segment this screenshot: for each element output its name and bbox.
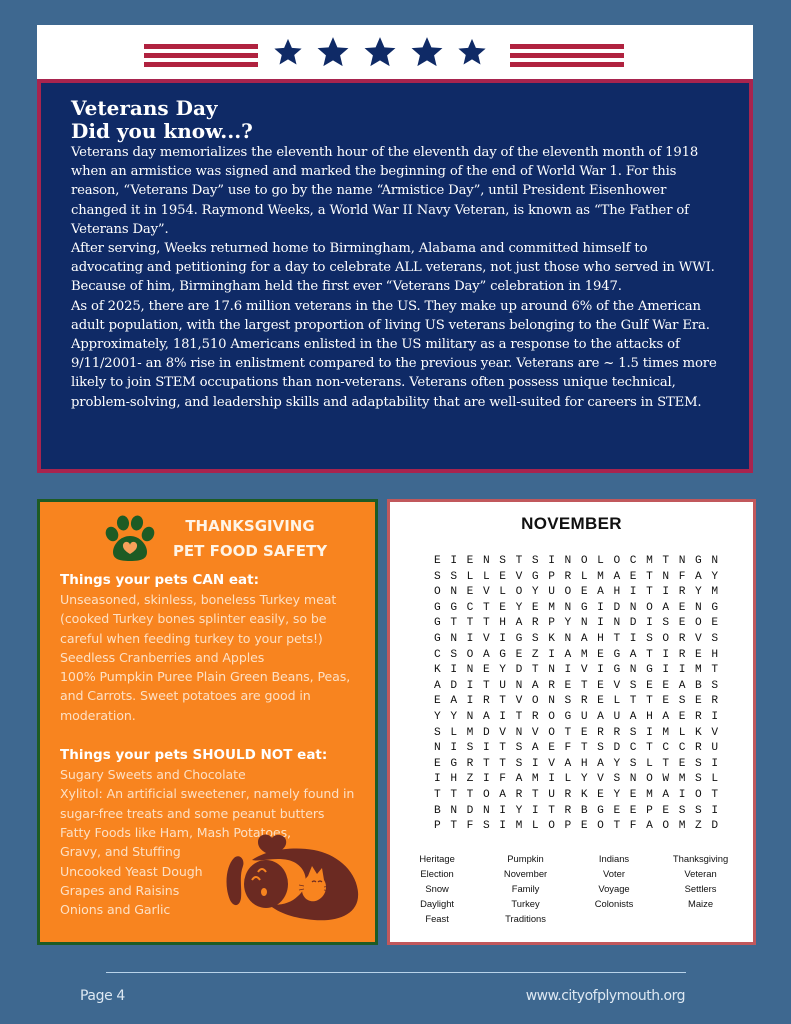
veterans-title-line1: Veterans Day [71,96,218,120]
should-not-eat-item: Fatty Foods like Ham, Mash Potatoes, Gravy, and Stuffing [60,824,291,860]
word-list-item: Maize [688,898,714,909]
word-search-row[interactable]: SLMDVNVOTERRSIMLKV [434,726,728,739]
word-list-item: Thanksgiving [672,853,729,864]
word-list-column [651,851,750,926]
word-list [400,851,750,926]
pet-food-safety-panel [37,499,378,945]
paw-heart-icon [103,514,155,562]
star-icon [363,35,397,69]
word-search-row[interactable]: CSOAGEZIAMEGATIREH [434,648,728,661]
word-search-row[interactable]: GGCTEYEMNGIDNOAENG [434,601,728,614]
can-eat-item: Unseasoned, skinless, boneless Turkey meat (cooked Turkey bones splinter easily, so be careful when feeding turkey to your pets!) [60,592,337,646]
word-search-row[interactable]: KINEYDTNIVIGNGIIMT [434,664,728,677]
word-list-item: Election [420,868,454,879]
word-list-column [474,851,577,926]
word-list-item: Voter [603,868,625,879]
word-search-row[interactable]: EGRTTSIVAHAYSLTESI [434,757,728,770]
word-list-item: Traditions [505,913,546,924]
word-list-item: Pumpkin [507,853,544,864]
dog-and-cat-illustration [222,832,362,922]
veterans-day-panel [37,79,753,473]
word-list-item: Settlers [684,883,717,894]
word-list-item: Turkey [511,898,540,909]
star-icon [316,35,350,69]
page-number: Page 4 [80,988,125,1004]
stripes-right-decoration [510,44,624,67]
word-list-item: Daylight [420,898,455,909]
should-not-eat-heading: Things your pets SHOULD NOT eat: [60,747,328,764]
veterans-paragraph: Veterans day memorializes the eleventh hour of the eleventh day of the eleventh month of 1918 when an armistice was signed and marked the beginning of the end of World War 1. For this reason, “Veterans Day” use to go by the name “Armistice Day”, until President Eisenhower changed it in 1954. Raymond Weeks, a World War II Navy Veteran, is known as “The Father of Veterans Day”. [71,145,699,237]
word-search-row[interactable]: IHZIFAMILYVSNOWMSL [434,773,728,786]
word-search-row[interactable]: GTTTHARPYNINDISEOE [434,617,728,630]
word-search-row[interactable]: TTTOARTURKEYEMAIOT [434,788,728,801]
should-not-eat-item: Xylitol: An artificial sweetener, namely found in sugar-free treats and some peanut butters [60,786,355,821]
footer-divider [106,972,686,973]
star-icon [410,35,444,69]
word-search-row[interactable]: SSLLEVGPRLMAETNFAY [434,570,728,583]
word-search-row[interactable]: YYNAITROGUAUAHAERI [434,710,728,723]
word-search-row[interactable]: NISITSAEFTSDCTCCRU [434,742,728,755]
can-eat-heading: Things your pets CAN eat: [60,572,259,588]
should-not-eat-item: Onions and Garlic [60,902,171,918]
word-search-row[interactable]: ADITUNARETEVSEEABS [434,679,728,692]
veterans-title [71,97,719,143]
word-list-item: Snow [425,883,449,894]
star-icon [273,37,303,67]
word-search-row[interactable]: ONEVLOYUOEAHITIRYM [434,586,728,599]
should-not-eat-item: Uncooked Yeast Dough [60,863,203,879]
word-search-title: NOVEMBER [521,514,622,533]
word-list-column [400,851,474,926]
word-list-item: November [503,868,548,879]
word-list-item: Colonists [594,898,634,909]
word-search-panel [387,499,756,945]
can-eat-item: 100% Pumpkin Puree Plain Green Beans, Peas, and Carrots. Sweet potatoes are good in moderation. [60,669,351,723]
word-list-item: Feast [425,913,449,924]
header-banner [37,25,753,79]
veterans-title-line2: Did you know...? [71,119,253,143]
word-list-item: Indians [598,853,630,864]
word-list-item: Heritage [419,853,455,864]
word-search-row[interactable]: PTFSIMLOPEOTFAOMZD [434,820,728,833]
stripes-left-decoration [144,44,258,67]
word-search-row[interactable]: EAIRTVONSRELTTESER [434,695,728,708]
star-icon [457,37,487,67]
word-list-item: Veteran [684,868,717,879]
word-list-item: Voyage [598,883,630,894]
should-not-eat-item: Sugary Sweets and Chocolate [60,767,246,783]
word-search-row[interactable]: EIENSTSINOLOCMTNGN [434,555,728,567]
word-search-grid [434,554,728,835]
pet-safety-title [165,514,335,564]
word-search-row[interactable]: GNIVIGSKNAHTISORVS [434,632,728,645]
word-search-row[interactable]: BNDNIYITRBGEEPESSI [434,804,728,817]
veterans-body [71,143,719,412]
veterans-paragraph: After serving, Weeks returned home to Birmingham, Alabama and committed himself to advocating and petitioning for a day to celebrate ALL veterans, not just those who served in WWI. Because of him, Birmingham held the first ever “Veterans Day” celebration in 1947. [71,241,715,295]
word-list-item: Family [511,883,540,894]
should-not-eat-item: Grapes and Raisins [60,882,180,898]
veterans-paragraph: As of 2025, there are 17.6 million veterans in the US. They make up around 6% of the American adult population, with the largest proportion of living US veterans belonging to the Gulf War Era. Approximately, 181,510 Americans enlisted in the US military as a response to the attacks of 9/11/2001- an 8% rise in enlistment compared to the previous year. Veterans are ~ 1.5 times more likely to join STEM occupations than non-veterans. Veterans often possess unique technical, problem-solving, and leadership skills and adaptability that are well-suited for careers in STEM. [71,298,717,410]
website-link[interactable]: www.cityofplymouth.org [525,988,685,1004]
pet-title-line1: THANKSGIVING [185,517,315,535]
pet-title-line2: PET FOOD SAFETY [172,542,328,560]
stars-row [273,34,487,70]
can-eat-item: Seedless Cranberries and Apples [60,649,265,665]
word-list-column [577,851,651,926]
